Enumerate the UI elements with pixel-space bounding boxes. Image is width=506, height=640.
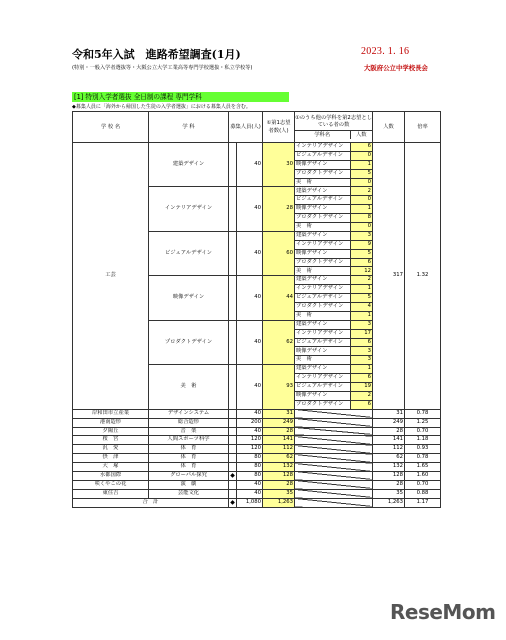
first-choice-value: 93	[263, 365, 295, 409]
second-choice-count: 9	[351, 240, 373, 249]
section-label: [1] 特別入学者選抜 全日制の課程 専門学科	[72, 92, 289, 102]
capacity-mark	[229, 143, 237, 187]
ratio-value: 1.60	[405, 471, 441, 480]
second-choice-course: インテリアデザイン	[295, 143, 351, 152]
capacity-value: 40	[237, 143, 263, 187]
ratio-value: 1.65	[405, 463, 441, 472]
capacity-mark	[229, 445, 237, 454]
capacity-mark	[229, 231, 237, 275]
second-choice-course: 美 術	[295, 356, 351, 365]
first-choice-value: 28	[263, 427, 295, 436]
total-value: 132	[373, 463, 405, 472]
course-name: 美 術	[149, 365, 229, 409]
second-choice-course: プロダクトデザイン	[295, 303, 351, 312]
second-choice-count: 5	[351, 294, 373, 303]
table-header-row	[73, 112, 441, 143]
total-value: 28	[373, 480, 405, 489]
totals-label: 合 計	[73, 498, 229, 507]
course-name: 演 劇	[149, 480, 229, 489]
second-choice-course: インテリアデザイン	[295, 329, 351, 338]
total-value: 28	[373, 427, 405, 436]
course-name: ビジュアルデザイン	[149, 231, 229, 275]
second-choice-count: 17	[351, 329, 373, 338]
capacity-mark	[229, 418, 237, 427]
second-choice-empty	[295, 445, 373, 454]
second-choice-count: 3	[351, 347, 373, 356]
ratio-value: 1.17	[405, 498, 441, 507]
course-name: インテリアデザイン	[149, 187, 229, 231]
header-second-choice-caption: ①のうち他の学科を第2志望としている者の数	[295, 115, 372, 128]
school-name: 汎 愛	[73, 445, 149, 454]
capacity-value: 80	[237, 454, 263, 463]
ratio-value: 0.78	[405, 454, 441, 463]
second-choice-course: 建築デザイン	[295, 231, 351, 240]
capacity-value: 40	[237, 365, 263, 409]
ratio-value: 0.88	[405, 489, 441, 498]
second-choice-course: インテリアデザイン	[295, 240, 351, 249]
school-name: 岸和田市立産業	[73, 409, 149, 418]
capacity-mark	[229, 187, 237, 231]
second-choice-course: 美 術	[295, 267, 351, 276]
header-course: 学 科	[149, 112, 229, 143]
second-choice-course: 建築デザイン	[295, 276, 351, 285]
second-choice-count: 3	[351, 231, 373, 240]
school-name: 咲くやこの花	[73, 480, 149, 489]
header-second-choice	[295, 112, 373, 143]
second-choice-count: 6	[351, 374, 373, 383]
second-choice-count: 1	[351, 205, 373, 214]
total-value: 112	[373, 445, 405, 454]
second-choice-course: ビジュアルデザイン	[295, 196, 351, 205]
total-value: 128	[373, 471, 405, 480]
school-name: 桜 宮	[73, 436, 149, 445]
first-choice-value: 141	[263, 436, 295, 445]
course-name: プロダクトデザイン	[149, 320, 229, 364]
course-name: 体 育	[149, 463, 229, 472]
capacity-value: 40	[237, 276, 263, 320]
header-total: 人数	[373, 112, 405, 143]
second-choice-empty	[295, 427, 373, 436]
second-choice-course: 建築デザイン	[295, 365, 351, 374]
second-choice-count: 6	[351, 143, 373, 152]
first-choice-value: 62	[263, 454, 295, 463]
first-choice-value: 31	[263, 409, 295, 418]
second-choice-course: プロダクトデザイン	[295, 214, 351, 223]
page-subtitle: (特別・一般入学者選抜等・大阪公立大学工業高等専門学校選抜・私立学校等)	[72, 65, 253, 71]
second-choice-course: インテリアデザイン	[295, 374, 351, 383]
second-choice-course: インテリアデザイン	[295, 285, 351, 294]
school-name: 工芸	[73, 143, 149, 410]
course-name: 体 育	[149, 454, 229, 463]
second-choice-empty	[295, 418, 373, 427]
second-choice-count: 0	[351, 196, 373, 205]
second-choice-count: 5	[351, 169, 373, 178]
second-choice-course: プロダクトデザイン	[295, 400, 351, 409]
capacity-mark	[229, 436, 237, 445]
total-value: 1,263	[373, 498, 405, 507]
capacity-mark	[229, 489, 237, 498]
organization-name: 大阪府公立中学校長会	[364, 64, 428, 72]
second-choice-count: 8	[351, 214, 373, 223]
course-name: 人間スポーツ科学	[149, 436, 229, 445]
capacity-value: 40	[237, 427, 263, 436]
table-row	[73, 436, 441, 445]
capacity-value: 40	[237, 480, 263, 489]
table-row	[73, 454, 441, 463]
second-choice-count: 0	[351, 223, 373, 232]
capacity-mark: ◆	[230, 472, 235, 480]
first-choice-value: 35	[263, 489, 295, 498]
resemom-logo: ReseMom	[390, 600, 496, 624]
second-choice-course: プロダクトデザイン	[295, 258, 351, 267]
first-choice-value: 28	[263, 480, 295, 489]
totals-row	[73, 498, 441, 507]
course-name: 総合造形	[149, 418, 229, 427]
header-ratio: 倍率	[405, 112, 441, 143]
second-choice-count: 1	[351, 285, 373, 294]
capacity-mark	[229, 463, 237, 472]
second-choice-course: 建築デザイン	[295, 187, 351, 196]
second-choice-course: 美 術	[295, 311, 351, 320]
total-value: 141	[373, 436, 405, 445]
capacity-value: 80	[237, 463, 263, 472]
table-row	[73, 143, 441, 152]
second-choice-course: 映像デザイン	[295, 205, 351, 214]
school-name: 港南造形	[73, 418, 149, 427]
second-choice-count: 2	[351, 276, 373, 285]
school-name: 東住吉	[73, 489, 149, 498]
capacity-mark	[229, 365, 237, 409]
second-choice-course: 映像デザイン	[295, 160, 351, 169]
ratio-value: 1.18	[405, 436, 441, 445]
first-choice-value: 60	[263, 231, 295, 275]
first-choice-value: 249	[263, 418, 295, 427]
second-choice-count: 2	[351, 187, 373, 196]
first-choice-value: 132	[263, 463, 295, 472]
table-row	[73, 445, 441, 454]
report-date: 2023. 1. 16	[361, 46, 410, 57]
total-value: 249	[373, 418, 405, 427]
capacity-value: 80	[237, 471, 263, 480]
header-second-course: 学科名	[295, 131, 351, 139]
second-choice-empty	[295, 489, 373, 498]
capacity-value: 40	[237, 320, 263, 364]
second-choice-empty	[295, 454, 373, 463]
second-choice-course: ビジュアルデザイン	[295, 338, 351, 347]
capacity-mark	[229, 454, 237, 463]
course-name: グローバル探究	[149, 471, 229, 480]
total-value: 35	[373, 489, 405, 498]
second-choice-course: プロダクトデザイン	[295, 169, 351, 178]
table-row	[73, 418, 441, 427]
second-choice-count: 1	[351, 160, 373, 169]
second-choice-count: 1	[351, 311, 373, 320]
ratio-value: 1.25	[405, 418, 441, 427]
second-choice-empty	[295, 471, 373, 480]
second-choice-course: ビジュアルデザイン	[295, 294, 351, 303]
second-choice-count: 6	[351, 400, 373, 409]
total-value: 317	[373, 143, 405, 410]
second-choice-course: ビジュアルデザイン	[295, 151, 351, 160]
page-title: 令和5年入試 進路希望調査(1月)	[72, 48, 241, 61]
course-name: 建築デザイン	[149, 143, 229, 187]
capacity-value: 40	[237, 409, 263, 418]
first-choice-value: 62	[263, 320, 295, 364]
course-name: デザインシステム	[149, 409, 229, 418]
school-name: 水都国際	[73, 471, 149, 480]
first-choice-value: 28	[263, 187, 295, 231]
second-choice-empty	[295, 463, 373, 472]
second-choice-course: 映像デザイン	[295, 347, 351, 356]
course-name: 映像デザイン	[149, 276, 229, 320]
first-choice-value: 44	[263, 276, 295, 320]
ratio-value: 1.32	[405, 143, 441, 410]
second-choice-count: 3	[351, 320, 373, 329]
first-choice-value: 112	[263, 445, 295, 454]
capacity-value: 200	[237, 418, 263, 427]
second-choice-count: 19	[351, 383, 373, 392]
second-choice-course: 美 術	[295, 223, 351, 232]
ratio-value: 0.70	[405, 480, 441, 489]
capacity-value: 120	[237, 436, 263, 445]
ratio-value: 0.70	[405, 427, 441, 436]
capacity-value: 40	[237, 489, 263, 498]
second-choice-count: 3	[351, 356, 373, 365]
course-name: 音 楽	[149, 427, 229, 436]
capacity-mark	[229, 320, 237, 364]
second-choice-count: 12	[351, 267, 373, 276]
capacity-mark	[229, 409, 237, 418]
capacity-value: 40	[237, 187, 263, 231]
course-name: 体 育	[149, 445, 229, 454]
first-choice-value: 1,263	[263, 498, 295, 507]
second-choice-course: 映像デザイン	[295, 391, 351, 400]
second-choice-count: 1	[351, 365, 373, 374]
total-value: 62	[373, 454, 405, 463]
table-row	[73, 489, 441, 498]
table-row	[73, 471, 441, 480]
capacity-mark	[229, 480, 237, 489]
header-school: 学 校 名	[73, 112, 149, 143]
ratio-value: 0.93	[405, 445, 441, 454]
school-name: 夕陽丘	[73, 427, 149, 436]
survey-table	[72, 111, 441, 508]
header-first-choice: ①第1志望者数(人)	[263, 112, 295, 143]
second-choice-empty	[295, 480, 373, 489]
capacity-value: 120	[237, 445, 263, 454]
second-choice-count: 6	[351, 338, 373, 347]
second-choice-course: 建築デザイン	[295, 320, 351, 329]
school-name: 摂 津	[73, 454, 149, 463]
total-value: 31	[373, 409, 405, 418]
school-name: 大 塚	[73, 463, 149, 472]
second-choice-empty	[295, 409, 373, 418]
second-choice-count: 5	[351, 249, 373, 258]
second-choice-course: 映像デザイン	[295, 249, 351, 258]
course-name: 芸能文化	[149, 489, 229, 498]
header-capacity: 募集人員(人)	[229, 112, 263, 143]
second-choice-count: 2	[351, 391, 373, 400]
first-choice-value: 128	[263, 471, 295, 480]
second-choice-empty	[295, 498, 373, 507]
table-row	[73, 480, 441, 489]
second-choice-count: 0	[351, 178, 373, 187]
table-row	[73, 409, 441, 418]
second-choice-course: 美 術	[295, 178, 351, 187]
table-row	[73, 427, 441, 436]
second-choice-course: ビジュアルデザイン	[295, 383, 351, 392]
table-row	[73, 463, 441, 472]
capacity-note: ◆募集人員に「海外から帰国した生徒の入学者選抜」における募集人員を含む。	[72, 104, 251, 110]
second-choice-count: 0	[351, 151, 373, 160]
capacity-mark	[229, 427, 237, 436]
second-choice-count: 4	[351, 303, 373, 312]
second-choice-empty	[295, 436, 373, 445]
second-choice-count: 6	[351, 258, 373, 267]
capacity-value: 1,080	[237, 498, 263, 507]
capacity-mark	[229, 276, 237, 320]
capacity-value: 40	[237, 231, 263, 275]
table-body	[73, 143, 441, 508]
ratio-value: 0.78	[405, 409, 441, 418]
first-choice-value: 30	[263, 143, 295, 187]
capacity-mark: ◆	[230, 498, 235, 506]
header-second-count: 人数	[355, 132, 367, 138]
